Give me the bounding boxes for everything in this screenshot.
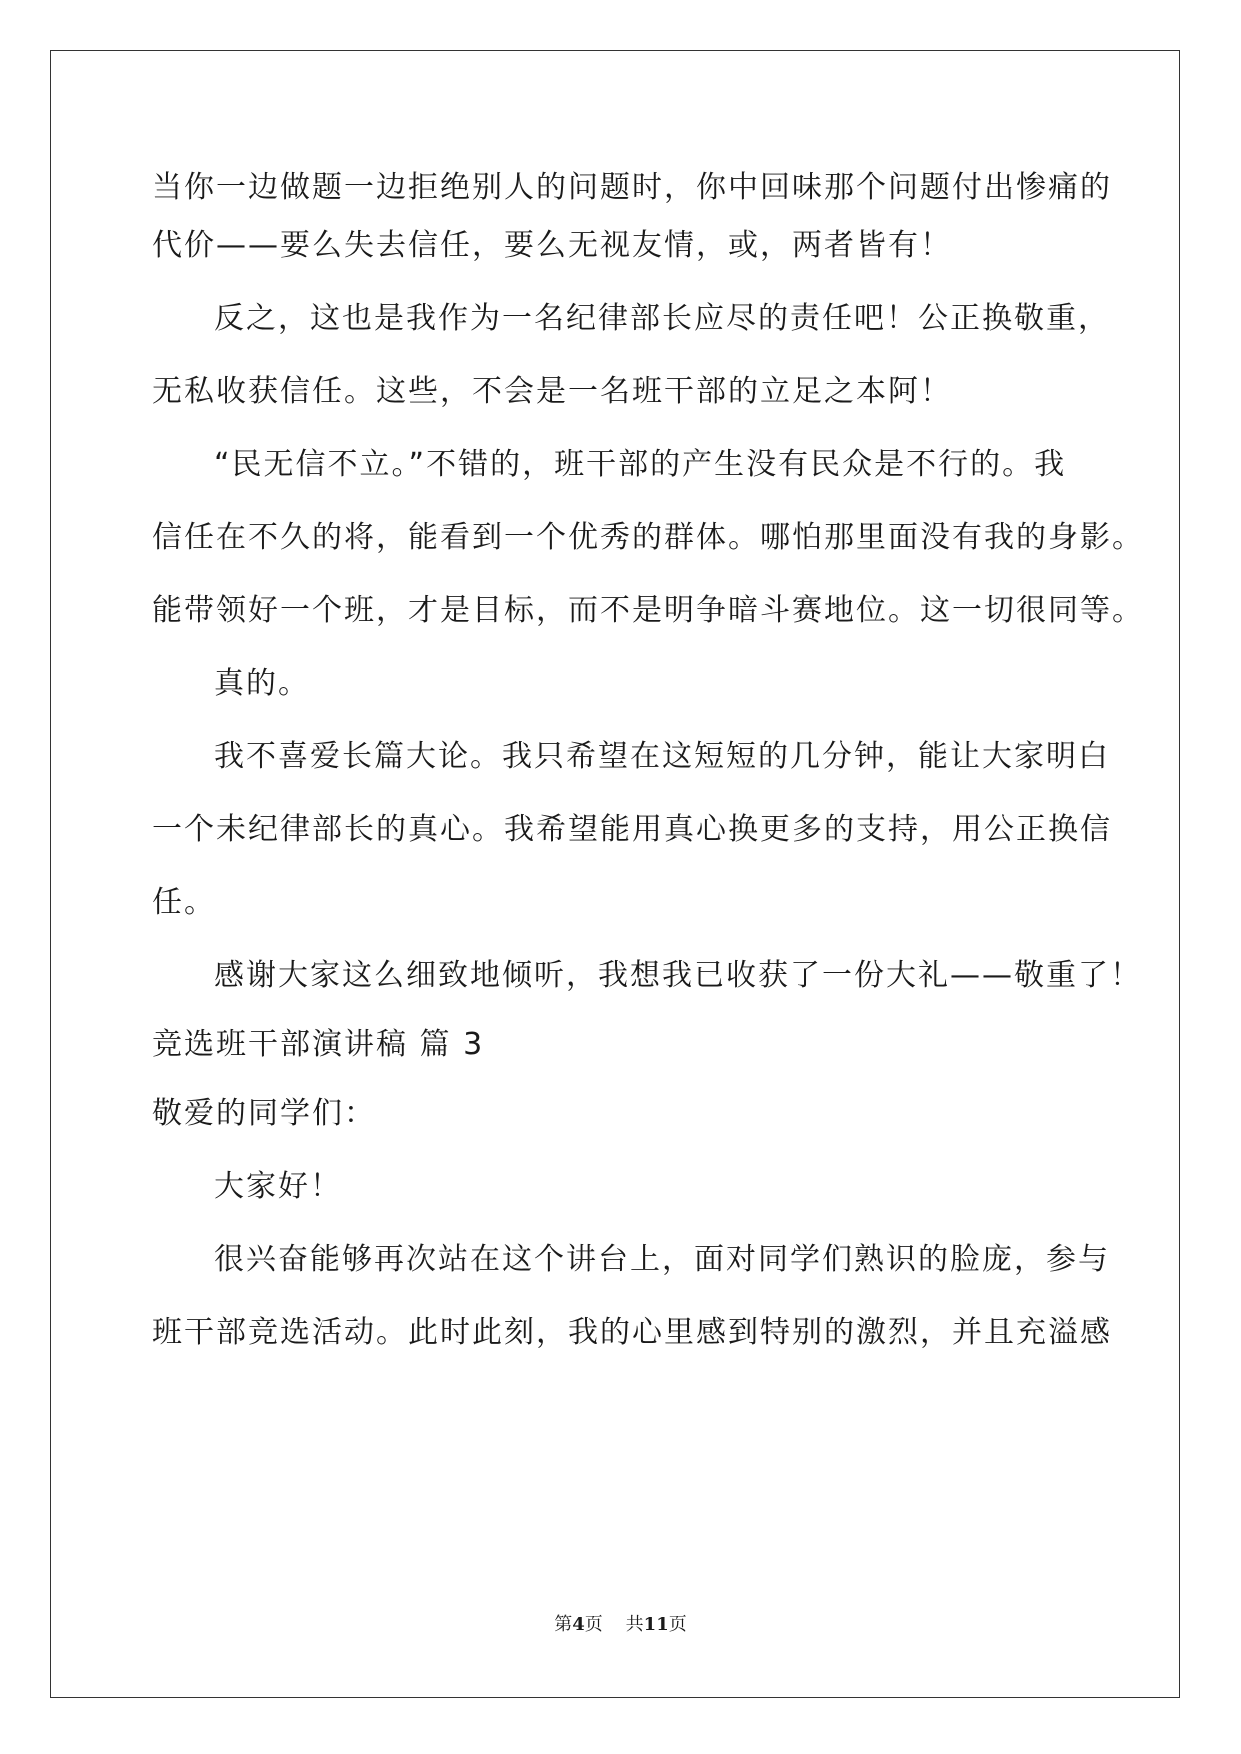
salutation: 敬爱的同学们：: [152, 1096, 376, 1131]
paragraph-start-line: 感谢大家这么细致地倾听，我想我已收获了一份大礼——敬重了！: [214, 958, 1142, 993]
total-unit: 页: [668, 1614, 687, 1635]
page-prefix: 第: [554, 1614, 573, 1635]
text-line: 任。: [152, 885, 216, 920]
text-line: 代价——要么失去信任，要么无视友情，或，两者皆有！: [152, 228, 952, 263]
section-heading: 竞选班干部演讲稿 篇 3: [152, 1027, 485, 1062]
paragraph-start-line: 真的。: [214, 666, 310, 701]
paragraph-start-line: “民无信不立。”不错的，班干部的产生没有民众是不行的。我: [214, 447, 1067, 482]
total-prefix: 共: [625, 1614, 644, 1635]
total-pages: 11: [643, 1614, 669, 1635]
page-number: 4: [572, 1614, 585, 1635]
text-line: 一个未纪律部长的真心。我希望能用真心换更多的支持，用公正换信: [152, 812, 1112, 847]
page-border: [50, 50, 1180, 1698]
paragraph-start-line: 反之，这也是我作为一名纪律部长应尽的责任吧！公正换敬重，: [214, 301, 1110, 336]
text-line: 班干部竞选活动。此时此刻，我的心里感到特别的激烈，并且充溢感: [152, 1315, 1112, 1350]
text-line: 当你一边做题一边拒绝别人的问题时，你中回味那个问题付出惨痛的: [152, 170, 1112, 205]
greeting: 大家好！: [214, 1169, 342, 1204]
text-line: 无私收获信任。这些，不会是一名班干部的立足之本阿！: [152, 374, 952, 409]
text-line: 能带领好一个班，才是目标，而不是明争暗斗赛地位。这一切很同等。: [152, 593, 1144, 628]
page-footer: [0, 1613, 1241, 1637]
text-line: 信任在不久的将，能看到一个优秀的群体。哪怕那里面没有我的身影。: [152, 520, 1144, 555]
paragraph-start-line: 我不喜爱长篇大论。我只希望在这短短的几分钟，能让大家明白: [214, 739, 1110, 774]
paragraph-start-line: 很兴奋能够再次站在这个讲台上，面对同学们熟识的脸庞，参与: [214, 1242, 1110, 1277]
page-unit: 页: [584, 1614, 603, 1635]
